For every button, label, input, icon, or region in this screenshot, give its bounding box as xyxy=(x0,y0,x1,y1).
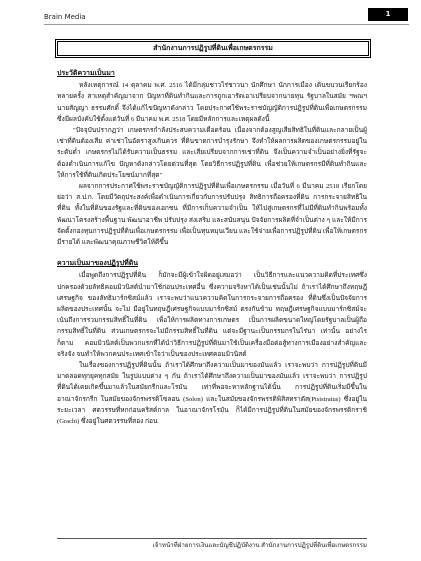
section-spacer xyxy=(57,248,367,258)
quote-paragraph: "ปัจจุบันปรากฏว่า เกษตรกรกำลังประสบความเดือดร้อน เนื่องจากต้องสูญเสียสิทธิในที่ดินและกลายเป็นผู้เช่าที่ดินต้องเสีย ค่าเช่าในอัตราสูงเกินควร ที่ดินขาดการบำรุงรักษา จึงทำให้ผลการผลิตของเกษตรกรรมอยู่ในระดับต่ำ เกษตรกรไม่ได้รับความเป็นธรรม และเสียเปรียบจากการเช่าที่ดิน จึงเป็นความจำเป็นอย่างยิ่งที่รัฐจะต้องดำเนินการแก้ไข ปัญหาดังกล่าวโดยด่วนที่สุด โดยวิธีการปฏิรูปที่ดิน เพื่อช่วยให้เกษตรกรมีที่ดินทำกินและให้การใช้ที่ดินเกิดประโยชน์มากที่สุด" xyxy=(57,127,367,179)
section-heading-background: ความเป็นมาของปฏิรูปที่ดิน xyxy=(57,259,139,268)
section-heading-history: ประวัติความเป็นมา xyxy=(57,69,115,77)
paragraph: ในเรื่องของการปฏิรูปที่ดินนั้น ถ้าเราได้ศึกษาถึงความเป็นมาของมันแล้ว เราจะพบว่า การปฏิรูปที่ดินมีมาตลอดทุกยุคทุกสมัย ในรูปแบบต่าง ๆ กัน ถ้าเราได้ศึกษาถึงความเป็นมาของมันแล้ว เราจะพบว่า การปฏิรูปที่ดินได้เคยเกิดขึ้นมาแล้วในสมัยกรีกและโรมัน เท่าที่พอจะหาหลักฐานได้นั้น การปฏิรูปที่ดินเริ่มมีขึ้นใน อาณาจักรกรีก ในสมัยของจักรพรรดิโซลอน (Solon) และในสมัยของจักรพรรดิพิสิสทราตัส(Pisistratus) ซึ่งอยู่ในระยะเวลา ศตวรรษที่หกก่อนคริสต์กาล ในอาณาจักรโรมัน ก็ได้มีการปฏิรูปที่ดินในสมัยของจักรพรรดิกราชิ (Grachi) ซึ่งอยู่ในศตวรรษที่สอง ก่อน xyxy=(57,362,367,426)
paragraph: หลังเหตุการณ์ 14 ตุลาคม พ.ศ. 2516 ได้มีกลุ่มชาวไร่ชาวนา นักศึกษา นักการเมือง เดินขบวนเรียกร้องหลายครั้ง สาเหตุสำคัญมาจาก ปัญหาที่ดินทำกินและการถูกเอารัดเอาเปรียบจากนายทุน รัฐบาลในสมัย ฯพณฯ นายสัญญา ธรรมศักดิ์ จึงได้แก้ไขปัญหาดังกล่าว โดยประกาศใช้พระราชบัญญัติการปฏิรูปที่ดินเพื่อเกษตรกรรม ซึ่งมีผลบังคับใช้ตั้งแต่วันที่ 6 มีนาคม พ.ศ. 2518 โดยมีหลักการและเหตุผลดังนี้ xyxy=(57,82,367,123)
paragraph: เมื่อพูดถึงการปฏิรูปที่ดิน ก็มักจะมีผู้เข้าใจผิดอยู่เสมอว่า เป็นวิธีการและแนวความคิดที่ประเทศซึ่งปกครองด้วยลัทธิคอมมิวนิสต์นำมาใช้ก่อนประเทศอื่น ซึ่งความจริงหาได้เป็นเช่นนั้นไม่ ถ้าเราได้ศึกษาถึงทฤษฎีเศรษฐกิจ ของลัทธิมาร์กซิสม์แล้ว เราจะพบว่าแนวความคิดในการกระจายการถือครอง ที่ดินซึ่งเป็นปัจจัยการผลิตของประเทศนั้น จะไม่ มีอยู่ในทฤษฎีเศรษฐกิจแบบมาร์กซิสม์ ตรงกันข้าม ทฤษฎีเศรษฐกิจแบบมาร์กซิสม์จะเน้นถึงการรวมกรรมสิทธิ์ในที่ดิน เพื่อให้การผลิตทางการเกษตร เป็นการผลิตขนาดใหญ่โดยรัฐบาลเป็นผู้ถือกรรมสิทธิ์ในที่ดิน ส่วนเกษตรกรจะไม่มีกรรมสิทธิ์ในที่ดิน แต่จะมีฐานะเป็นกรรมกรในไร่นา เท่านั้น อย่างไรก็ตาม คอมมิวนิสต์เป็นพวกแรกที่ได้นำวิธีการปฏิรูปที่ดินมาใช้เป็นเครื่องมือต่อสู้ทางการเมืองอย่างสำคัญและจริงจัง จนทำให้พวกคนประเทศเข้าใจว่าเป็นของประเทศคอมมิวนิสต์ xyxy=(57,272,367,358)
page-footer: เจ้าหน้าที่ฝ่ายการเงินและบัญชีปฏิบัติงาน สำนักงานการปฏิรูปที่ดินเพื่อเกษตรกรรม xyxy=(152,542,367,549)
document-body xyxy=(57,68,367,427)
footer-divider xyxy=(57,538,367,539)
paragraph: ผลจากการประกาศใช้พระราชบัญญัติการปฏิรูปที่ดินเพื่อเกษตรกรรม เมื่อวันที่ 6 มีนาคม 2518 เรียกโดยย่อว่า ส.ป.ก. โดยมีวัตถุประสงค์เพื่อดำเนินการเกี่ยวกับการปรับปรุง สิทธิการถือครองที่ดิน การกระจายสิทธิในที่ดิน ทั้งในที่ดินของรัฐและที่ดินของเอกชน ที่มีการเก็บความจำเป็น ให้ไปสู่เกษตรกรที่ไม่มีที่ดินทำกินพร้อมทั้งพัฒนาโครงสร้างพื้นฐาน พัฒนาอาชีพ ปรับปรุง ส่งเสริม และสนับสนุน ปัจจัยการผลิตที่จำเป็นต่าง ๆ และให้มีการจัดตั้งกองทุนการปฏิรูปที่ดินเพื่อเกษตรกรรม เพื่อเป็นทุนหมุนเวียน และใช้จ่ายเพื่อการปฏิรูปที่ดิน เพื่อให้เกษตรกรมีรายได้ และพัฒนาคุณภาพชีวิตให้ดีขึ้น xyxy=(57,183,367,247)
header-divider xyxy=(44,24,409,25)
header-brand: Brain Media xyxy=(44,13,86,21)
document-title: สำนักงานการปฏิรูปที่ดินเพื่อเกษตรกรรม xyxy=(57,41,369,56)
page-number-badge: 1 xyxy=(368,8,408,21)
